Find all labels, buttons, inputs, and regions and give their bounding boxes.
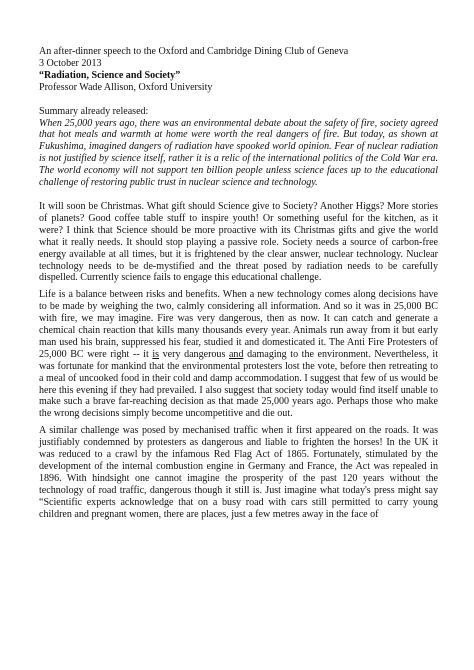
underlined-and: and (228, 348, 244, 360)
paragraph-2-part-a: Life is a balance between risks and benefits. When a new technology comes along decisions have to be made by weighing the two, calmly considering all information. And so it was in 25,000 BC with fire, we may imagine. Fire was very dangerous, then as now. It can catch and generate a chemical chain reaction that kills many thousands every year. Animals run away from it but early man used his brain, suppressed his fear, studied it and domesticated it. The Anti Fire Protesters of 25,000 BC were right -- it (39, 289, 438, 360)
underlined-is: is (152, 348, 160, 360)
speech-author: Professor Wade Allison, Oxford University (39, 81, 213, 93)
paragraph-3: A similar challenge was posed by mechanised traffic when it first appeared on the roads. It was justifiably condemned by protesters as dangerous and liable to frighten the horses! In the UK it was reduced to a crawl by the infamous Red Flag Act of 1865. Fortunately, stimulated by the development of the internal combustion engine in Germany and France, the Act was repealed in 1896. With hindsight one cannot imagine the prosperity of the past 120 years without the technology of road traffic, dangerous though it still is. Just imagine what today's press might say “Scientific experts acknowledge that on a busy road with cars still permitted to carry young children and pregnant women, there are places, just a few metres away in the face of (39, 425, 438, 520)
summary-label: Summary already released: (39, 105, 149, 117)
paragraph-1: It will soon be Christmas. What gift should Science give to Society? Another Higgs? More stories of planets? Good coffee table stuff to inspire youth! Or something useful for the kitchen, as it were? I think that Science should be more proactive with its Christmas gifts and give the world what it really needs. It should stop playing a passive role. Society needs a source of carbon-free energy available at all times, but it is frightened by the clear answer, nuclear technology. Nuclear technology needs to be de-mystified and the threat posed by radiation needs to be carefully dispelled. Currently science fails to engage this educational challenge. (39, 200, 438, 284)
paragraph-2-part-b: very dangerous (159, 348, 229, 360)
summary-text: When 25,000 years ago, there was an environmental debate about the safety of fire, society agreed that hot meals and warmth at home were worth the real dangers of fire. But today, as shown at Fukushima, imagined dangers of radiation have spooked world opinion. Fear of nuclear radiation is not justified by science itself, rather it is a relic of the international politics of the Cold War era. The world economy will not support ten billion people unless science faces up to the educational challenge of restoring public trust in nuclear science and technology. (39, 117, 438, 189)
paragraph-2-part-c: damaging to the environment. Nevertheless, it was fortunate for mankind that the environmental protesters lost the vote, before then retreating to a meal of uncooked food in their cold and damp accommodation. I suggest that few of us would be here this evening if they had prevailed. I also suggest that society today would find itself unable to make such a brave far-reaching decision as that made 25,000 years ago. Perhaps those who make the wrong decisions simply become uncompetitive and die out. (39, 348, 438, 420)
speech-date: 3 October 2013 (39, 57, 102, 69)
speech-header (39, 46, 438, 94)
spacer (39, 189, 438, 201)
paragraph-2 (39, 289, 438, 420)
spacer (39, 94, 438, 106)
speech-title: “Radiation, Science and Society” (39, 69, 181, 81)
header-line: An after-dinner speech to the Oxford and Cambridge Dining Club of Geneva (39, 46, 349, 57)
